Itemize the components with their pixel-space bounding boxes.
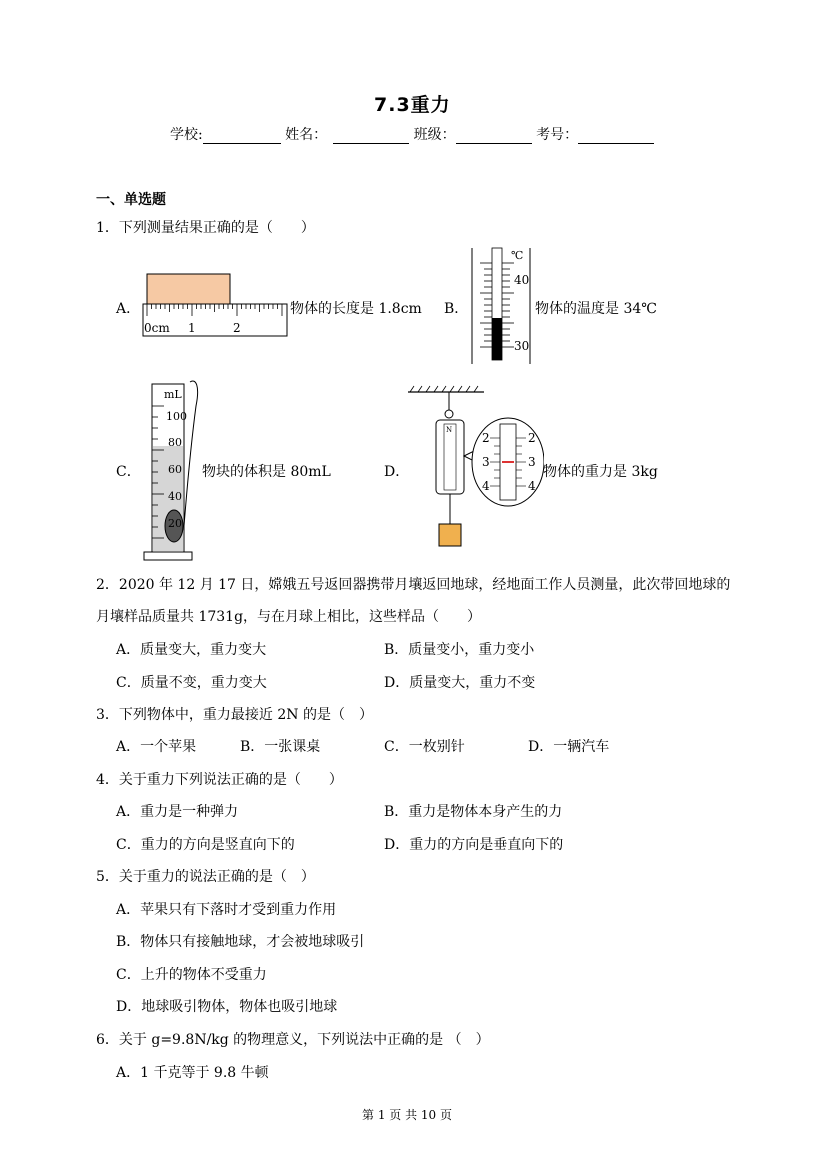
zoom-label-3-right: 3 <box>528 455 536 469</box>
q1-option-c-letter: C． <box>116 464 141 480</box>
q5-stem: 5．关于重力的说法正确的是（ ） <box>96 869 315 885</box>
q3-option-d: D．一辆汽车 <box>528 739 610 755</box>
mercury-column <box>492 318 502 360</box>
q2-option-b: B．质量变小，重力变小 <box>384 642 535 658</box>
class-label: 班级： <box>413 127 456 143</box>
q3-option-b: B．一张课桌 <box>240 739 321 755</box>
zoom-label-2-right: 2 <box>528 431 536 445</box>
q5-option-a: A．苹果只有下落时才受到重力作用 <box>116 902 337 918</box>
ruler-tick-1: 1 <box>188 321 196 335</box>
q3-option-c: C．一枚别针 <box>384 739 465 755</box>
q5-option-d: D．地球吸引物体，物体也吸引地球 <box>116 999 338 1015</box>
q1-option-d-letter: D． <box>384 464 410 480</box>
info-fields <box>170 124 654 144</box>
page-footer: 第 1 页 共 10 页 <box>362 1108 452 1122</box>
hanging-weight <box>439 524 461 546</box>
q2-stem-line1: 2．2020 年 12 月 17 日，嫦娥五号返回器携带月壤返回地球，经地面工作人员测量，此次带回地球的 <box>96 577 731 593</box>
q2-option-c: C．质量不变，重力变大 <box>116 675 267 691</box>
exam-number-blank[interactable] <box>578 128 654 144</box>
q4-option-a: A．重力是一种弹力 <box>116 804 239 820</box>
school-blank[interactable] <box>203 128 281 144</box>
q1-option-b-caption: 物体的温度是 34℃ <box>535 301 657 317</box>
q3-option-a: A．一个苹果 <box>116 739 197 755</box>
page-title: 7.3重力 <box>374 94 451 116</box>
q6-option-a: A．1 千克等于 9.8 牛顿 <box>116 1065 269 1081</box>
ruler-figure <box>140 270 290 340</box>
measured-block <box>147 274 230 304</box>
thermometer-unit: ℃ <box>511 249 524 262</box>
class-blank[interactable] <box>456 128 532 144</box>
ruler-tick-2: 2 <box>233 321 241 335</box>
q4-option-c: C．重力的方向是竖直向下的 <box>116 837 295 853</box>
q1-stem: 1．下列测量结果正确的是（ ） <box>96 220 315 236</box>
q2-option-a: A．质量变大，重力变大 <box>116 642 267 658</box>
zoom-label-4-left: 4 <box>482 479 490 493</box>
q6-stem: 6．关于 g=9.8N/kg 的物理意义，下列说法中正确的是 （ ） <box>96 1032 490 1048</box>
q1-option-a-letter: A． <box>116 301 141 317</box>
q2-stem-line2: 月壤样品质量共 1731g，与在月球上相比，这些样品（ ） <box>96 609 482 625</box>
ruler-tick-0: 0cm <box>144 321 170 335</box>
q2-option-d: D．质量变大，重力不变 <box>384 675 536 691</box>
q4-stem: 4．关于重力下列说法正确的是（ ） <box>96 772 343 788</box>
name-blank[interactable] <box>333 128 409 144</box>
cylinder-label-20: 20 <box>168 517 182 530</box>
q4-option-d: D．重力的方向是垂直向下的 <box>384 837 564 853</box>
cylinder-figure <box>140 376 206 564</box>
zoom-label-4-right: 4 <box>528 479 536 493</box>
thermometer-label-40: 40 <box>514 273 530 287</box>
scale-unit: N <box>446 426 453 434</box>
q4-option-b: B．重力是物体本身产生的力 <box>384 804 563 820</box>
school-label: 学校: <box>170 127 203 143</box>
q1-option-c-caption: 物块的体积是 80mL <box>202 464 331 480</box>
q3-stem: 3．下列物体中，重力最接近 2N 的是（ ） <box>96 707 373 723</box>
thermometer-figure <box>466 246 536 366</box>
cylinder-label-100: 100 <box>166 410 187 423</box>
spring-scale-figure <box>404 384 544 552</box>
q5-option-b: B．物体只有接触地球，才会被地球吸引 <box>116 934 365 950</box>
name-label: 姓名： <box>285 127 328 143</box>
q5-option-c: C．上升的物体不受重力 <box>116 967 267 983</box>
zoom-label-3-left: 3 <box>482 455 490 469</box>
zoom-label-2-left: 2 <box>482 431 490 445</box>
q1-option-b-letter: B． <box>444 301 469 317</box>
cylinder-label-60: 60 <box>168 463 182 476</box>
cylinder-unit: mL <box>164 388 182 401</box>
thermometer-label-30: 30 <box>514 339 530 353</box>
cylinder-label-80: 80 <box>168 436 182 449</box>
section-heading: 一、单选题 <box>96 192 166 208</box>
cylinder-label-40: 40 <box>168 490 182 503</box>
q1-option-a-caption: 物体的长度是 1.8cm <box>290 301 422 317</box>
q1-option-d-caption: 物体的重力是 3kg <box>543 464 658 480</box>
exam-number-label: 考号： <box>536 127 579 143</box>
